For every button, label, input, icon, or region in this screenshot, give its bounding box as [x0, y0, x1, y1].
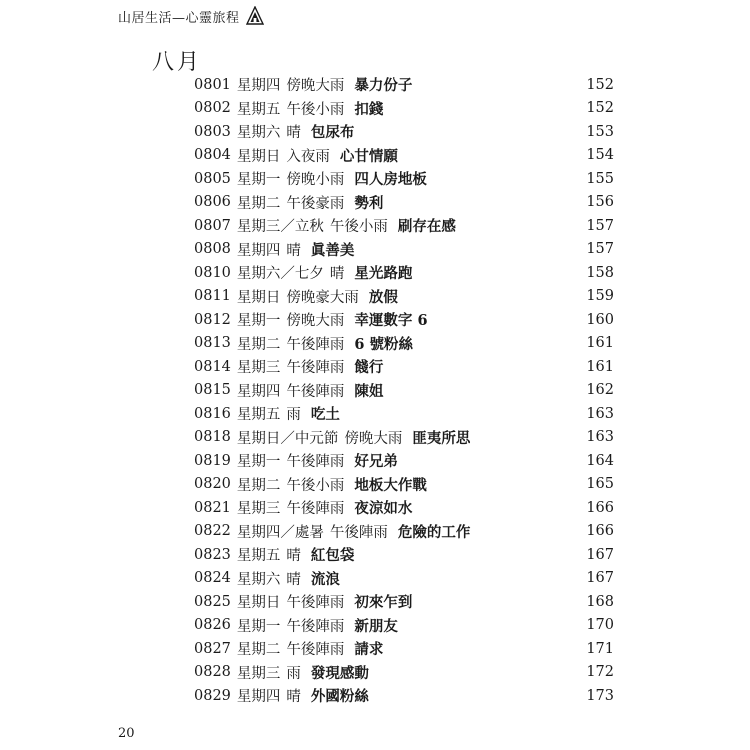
entry-date-code: 0806 — [194, 194, 231, 211]
entry-weather: 傍晚大雨 — [286, 313, 345, 330]
entry-weekday: 星期三／立秋 — [236, 219, 324, 236]
entry-date-code: 0803 — [194, 123, 231, 140]
entry-title: 6 號粉絲 — [354, 335, 414, 353]
entry-page-number: 168 — [586, 593, 614, 610]
entry-weekday: 星期六 — [236, 125, 281, 142]
entry-title: 心甘情願 — [339, 147, 398, 165]
entry-date-code: 0805 — [194, 170, 231, 187]
entry-weekday: 星期四 — [236, 689, 281, 706]
entry-date-code: 0819 — [194, 452, 231, 469]
entry-page-number: 157 — [586, 241, 614, 258]
entry-weekday: 星期三 — [236, 665, 281, 682]
entry-date-code: 0811 — [194, 288, 231, 305]
entry-page-number: 153 — [586, 123, 614, 140]
entry-page-number: 160 — [586, 311, 614, 328]
entry-page-number: 159 — [586, 288, 614, 305]
running-title: 山居生活—心靈旅程 — [118, 10, 240, 26]
entry-weather: 午後小雨 — [286, 101, 345, 118]
toc-entry — [194, 73, 614, 97]
entry-date-code: 0808 — [194, 241, 231, 258]
entry-page-number: 157 — [586, 217, 614, 234]
entry-title: 吃土 — [310, 406, 340, 424]
entry-date-code: 0813 — [194, 335, 231, 352]
entry-weather: 午後陣雨 — [286, 642, 345, 659]
mountain-house-icon — [246, 6, 264, 26]
toc-entry — [194, 285, 614, 309]
entry-weekday: 星期日／中元節 — [236, 430, 339, 447]
entry-weather: 晴 — [286, 689, 301, 706]
entry-page-number: 161 — [586, 335, 614, 352]
entry-weekday: 星期五 — [236, 548, 281, 565]
toc-entry — [194, 567, 614, 591]
toc-entry — [194, 355, 614, 379]
entry-weekday: 星期日 — [236, 148, 281, 165]
entry-weather: 傍晚豪大雨 — [286, 289, 359, 306]
entry-title: 餞行 — [354, 359, 384, 377]
entry-weather: 傍晚小雨 — [286, 172, 345, 189]
entry-weekday: 星期五 — [236, 407, 281, 424]
toc-entry — [194, 614, 614, 638]
entry-title: 星光路跑 — [354, 265, 413, 283]
entry-weekday: 星期一 — [236, 618, 281, 635]
toc-entry — [194, 684, 614, 708]
entry-weekday: 星期二 — [236, 477, 281, 494]
entry-weather: 晴 — [286, 125, 301, 142]
entry-weather: 午後豪雨 — [286, 195, 345, 212]
entry-page-number: 166 — [586, 499, 614, 516]
entry-title: 四人房地板 — [354, 171, 427, 189]
entry-title: 新朋友 — [354, 617, 398, 635]
entry-weather: 午後陣雨 — [286, 618, 345, 635]
entry-page-number: 155 — [586, 170, 614, 187]
entry-date-code: 0825 — [194, 593, 231, 610]
entry-page-number: 164 — [586, 452, 614, 469]
toc-entry — [194, 191, 614, 215]
toc-entry — [194, 379, 614, 403]
entry-weekday: 星期六／七夕 — [236, 266, 324, 283]
entry-title: 地板大作戰 — [354, 476, 427, 494]
entry-weather: 傍晚大雨 — [344, 430, 403, 447]
entry-weather: 午後小雨 — [286, 477, 345, 494]
entry-weekday: 星期日 — [236, 595, 281, 612]
entry-weather: 雨 — [286, 407, 301, 424]
toc-entry — [194, 590, 614, 614]
entry-title: 夜涼如水 — [354, 500, 413, 518]
entry-title: 初來乍到 — [354, 594, 413, 612]
entry-weather: 晴 — [329, 266, 345, 283]
entry-title: 好兄弟 — [354, 453, 398, 471]
entry-date-code: 0807 — [194, 217, 231, 234]
entry-title: 眞善美 — [310, 241, 355, 259]
entry-date-code: 0824 — [194, 570, 231, 587]
entry-title: 扣錢 — [354, 100, 384, 118]
entry-weather: 午後陣雨 — [286, 501, 345, 518]
entry-weather: 午後陣雨 — [286, 595, 345, 612]
entry-weather: 午後陣雨 — [286, 360, 345, 377]
toc-entry — [194, 426, 614, 450]
table-of-contents — [194, 73, 614, 708]
entry-title: 發現感動 — [310, 664, 369, 682]
entry-weekday: 星期四 — [236, 383, 281, 400]
entry-page-number: 152 — [586, 100, 614, 117]
section-title: 八月 — [152, 50, 203, 75]
entry-date-code: 0821 — [194, 499, 231, 516]
toc-entry — [194, 214, 614, 238]
entry-date-code: 0826 — [194, 617, 231, 634]
entry-weather: 雨 — [286, 665, 301, 682]
toc-entry — [194, 308, 614, 332]
toc-entry — [194, 473, 614, 497]
entry-page-number: 173 — [586, 687, 614, 704]
entry-date-code: 0814 — [194, 358, 231, 375]
entry-page-number: 162 — [586, 382, 614, 399]
entry-date-code: 0818 — [194, 429, 231, 446]
entry-date-code: 0823 — [194, 546, 231, 563]
entry-date-code: 0822 — [194, 523, 231, 540]
entry-page-number: 167 — [586, 546, 614, 563]
entry-title: 刷存在感 — [397, 218, 456, 236]
entry-title: 外國粉絲 — [310, 688, 369, 706]
entry-weekday: 星期二 — [236, 642, 281, 659]
entry-date-code: 0804 — [194, 147, 231, 164]
entry-weekday: 星期五 — [236, 101, 281, 118]
entry-weekday: 星期三 — [236, 360, 281, 377]
entry-title: 暴力份子 — [354, 77, 413, 95]
toc-entry — [194, 496, 614, 520]
entry-weather: 午後小雨 — [329, 219, 388, 236]
page-number: 20 — [118, 726, 135, 741]
entry-weekday: 星期六 — [236, 571, 281, 588]
toc-entry — [194, 97, 614, 121]
entry-page-number: 165 — [586, 476, 614, 493]
entry-date-code: 0810 — [194, 264, 231, 281]
toc-entry — [194, 167, 614, 191]
entry-page-number: 166 — [586, 523, 614, 540]
entry-date-code: 0829 — [194, 687, 231, 704]
entry-weekday: 星期三 — [236, 501, 281, 518]
entry-date-code: 0812 — [194, 311, 231, 328]
entry-page-number: 163 — [586, 405, 614, 422]
toc-entry — [194, 144, 614, 168]
entry-date-code: 0827 — [194, 640, 231, 657]
entry-page-number: 167 — [586, 570, 614, 587]
toc-entry — [194, 637, 614, 661]
entry-title: 流浪 — [310, 570, 340, 588]
toc-entry — [194, 520, 614, 544]
toc-entry — [194, 661, 614, 685]
entry-page-number: 171 — [586, 640, 614, 657]
entry-title: 匪夷所思 — [412, 429, 471, 447]
entry-title: 勢利 — [354, 194, 384, 212]
entry-weekday: 星期二 — [236, 195, 281, 212]
entry-weather: 午後陣雨 — [286, 454, 345, 471]
entry-weather: 午後陣雨 — [329, 524, 388, 541]
entry-weekday: 星期四 — [236, 242, 281, 259]
entry-title: 危險的工作 — [397, 523, 471, 541]
entry-weekday: 星期一 — [236, 454, 281, 471]
entry-title: 幸運數字 6 — [354, 312, 428, 330]
entry-date-code: 0816 — [194, 405, 231, 422]
entry-weather: 傍晚大雨 — [286, 78, 345, 95]
running-header — [118, 6, 264, 26]
toc-entry — [194, 238, 614, 262]
toc-entry — [194, 543, 614, 567]
entry-title: 請求 — [354, 641, 384, 659]
entry-title: 紅包袋 — [310, 547, 355, 565]
entry-page-number: 170 — [586, 617, 614, 634]
entry-weather: 晴 — [286, 548, 301, 565]
entry-weekday: 星期一 — [236, 172, 281, 189]
entry-page-number: 161 — [586, 358, 614, 375]
entry-weather: 晴 — [286, 242, 301, 259]
entry-title: 陳姐 — [354, 382, 384, 400]
entry-weather: 晴 — [286, 571, 301, 588]
entry-date-code: 0815 — [194, 382, 231, 399]
entry-weekday: 星期日 — [236, 289, 281, 306]
entry-weekday: 星期四／處暑 — [236, 524, 324, 541]
entry-weekday: 星期四 — [236, 78, 281, 95]
entry-page-number: 163 — [586, 429, 614, 446]
entry-weekday: 星期二 — [236, 336, 281, 353]
entry-title: 包尿布 — [310, 124, 355, 142]
entry-date-code: 0802 — [194, 100, 231, 117]
toc-entry — [194, 120, 614, 144]
toc-entry — [194, 332, 614, 356]
toc-entry — [194, 402, 614, 426]
entry-date-code: 0801 — [194, 76, 231, 93]
toc-entry — [194, 449, 614, 473]
entry-weather: 午後陣雨 — [286, 383, 345, 400]
entry-page-number: 158 — [586, 264, 614, 281]
entry-date-code: 0820 — [194, 476, 231, 493]
entry-weather: 午後陣雨 — [286, 336, 345, 353]
entry-title: 放假 — [368, 288, 398, 306]
entry-page-number: 152 — [586, 76, 614, 93]
entry-weather: 入夜雨 — [286, 148, 330, 165]
entry-date-code: 0828 — [194, 664, 231, 681]
entry-page-number: 172 — [586, 664, 614, 681]
toc-entry — [194, 261, 614, 285]
entry-page-number: 154 — [586, 147, 614, 164]
entry-weekday: 星期一 — [236, 313, 281, 330]
entry-page-number: 156 — [586, 194, 614, 211]
